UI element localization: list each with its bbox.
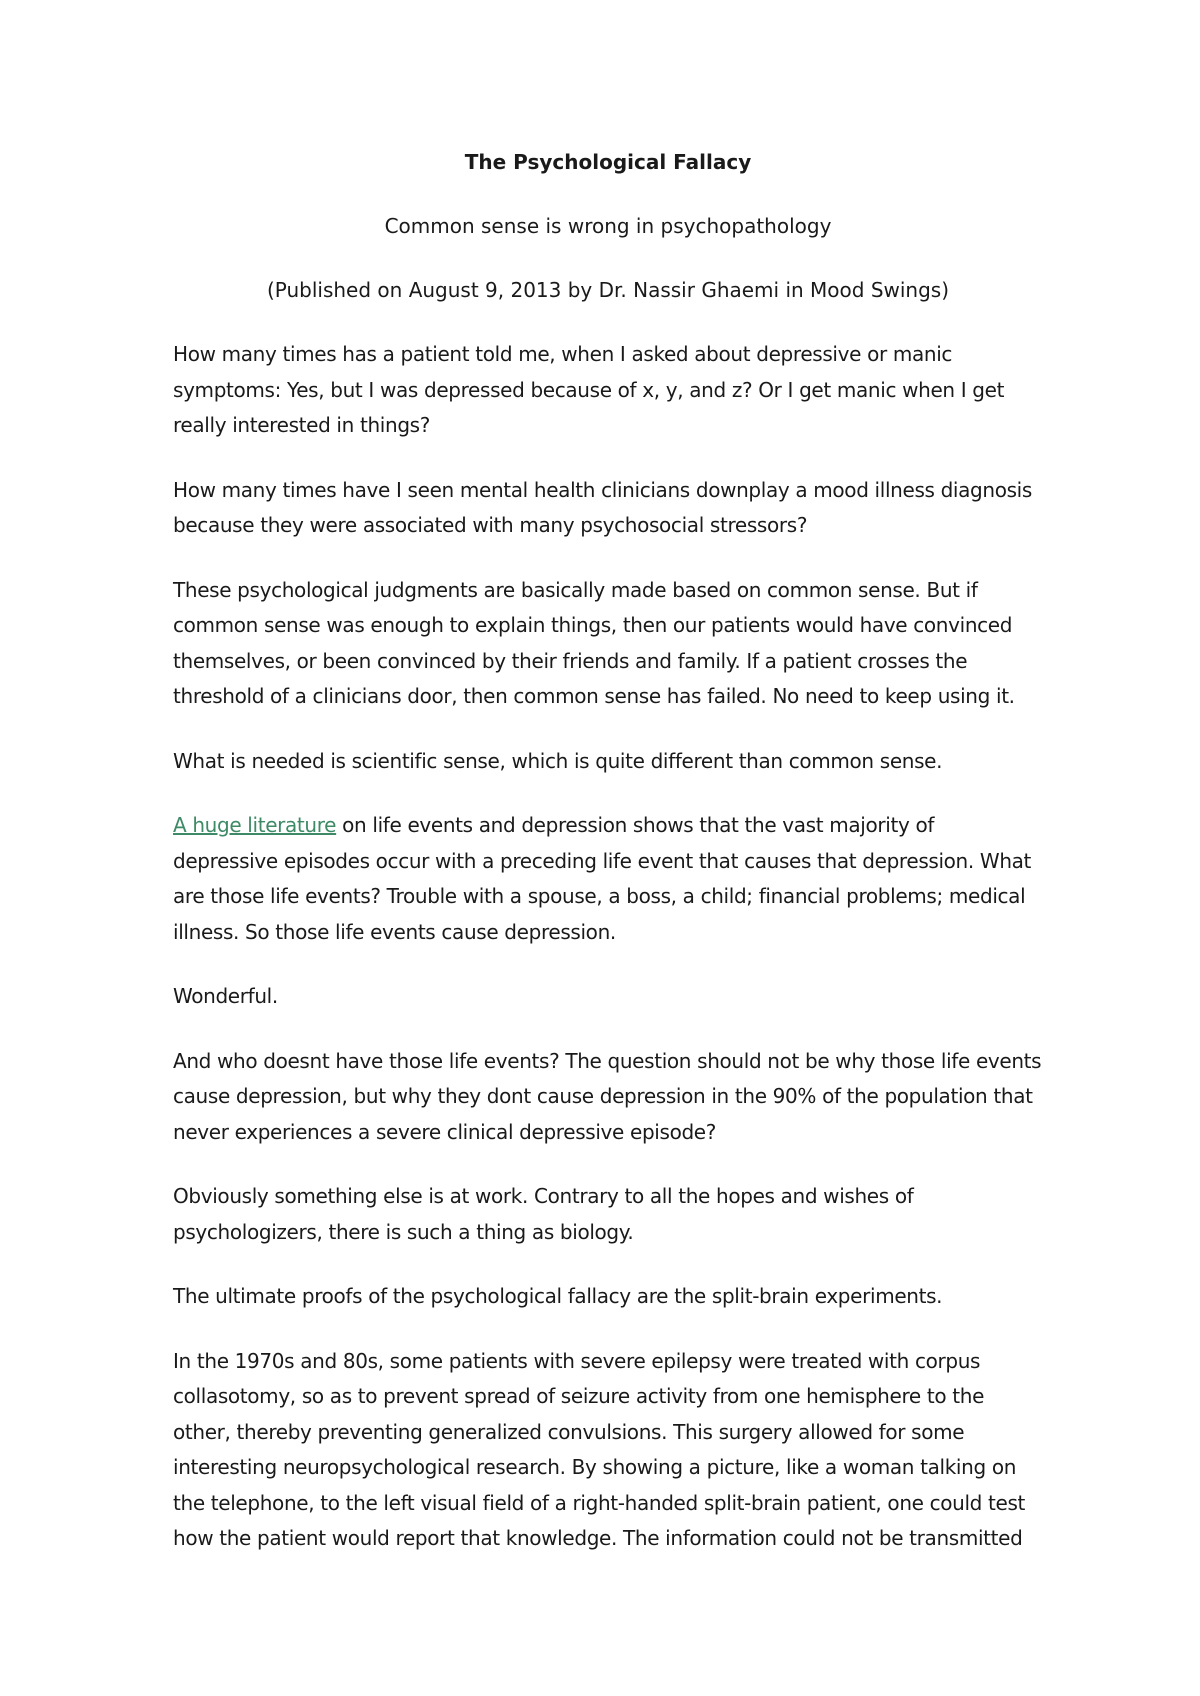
paragraph: In the 1970s and 80s, some patients with severe epilepsy were treated with corpus collasotomy, so as to prevent spread of seizure activity from one hemisphere to the other, thereby preventing generalized convulsions. This surgery allowed for some interesting neuropsychological research. By showing a picture, like a woman talking on the telephone, to the left visual field of a right-handed split-brain patient, one could test how the patient would report that knowledge. The information could not be transmitted [173,1348,1026,1550]
paragraph-with-link [173,808,1043,950]
publication-line: (Published on August 9, 2013 by Dr. Nassir Ghaemi in Mood Swings) [266,278,950,302]
paragraph: Wonderful. [173,984,278,1008]
literature-link[interactable]: A huge literature [173,813,337,837]
paragraph: These psychological judgments are basically made based on common sense. But if common sense was enough to explain things, then our patients would have convinced themselves, or been convinced by their friends and family. If a patient crosses the threshold of a clinicians door, then common sense has failed. No need to keep using it. [173,577,1015,708]
paragraph-text: on life events and depression shows that the vast majority of depressive episodes occur with a preceding life event that causes that depression. What are those life events? Trouble with a spouse, a boss, a child; financial problems; medical illness. So those life events cause depression. [173,813,1032,944]
document-subtitle: Common sense is wrong in psychopathology [384,214,832,238]
paragraph: How many times have I seen mental health clinicians downplay a mood illness diagnosis because they were associated with many psychosocial stressors? [173,477,1032,537]
paragraph: And who doesnt have those life events? The question should not be why those life events cause depression, but why they dont cause depression in the 90% of the population that never experiences a severe clinical depressive episode? [173,1048,1042,1144]
document-title: The Psychological Fallacy [464,150,752,174]
paragraph: How many times has a patient told me, when I asked about depressive or manic symptoms: Yes, but I was depressed because of x, y, and z? Or I get manic when I get really interested in things? [173,342,1005,437]
paragraph: Obviously something else is at work. Contrary to all the hopes and wishes of psychologizers, there is such a thing as biology. [173,1184,914,1244]
document-page [173,145,1043,1586]
paragraph: The ultimate proofs of the psychological fallacy are the split-brain experiments. [173,1284,943,1308]
paragraph: What is needed is scientific sense, which is quite different than common sense. [173,748,943,773]
